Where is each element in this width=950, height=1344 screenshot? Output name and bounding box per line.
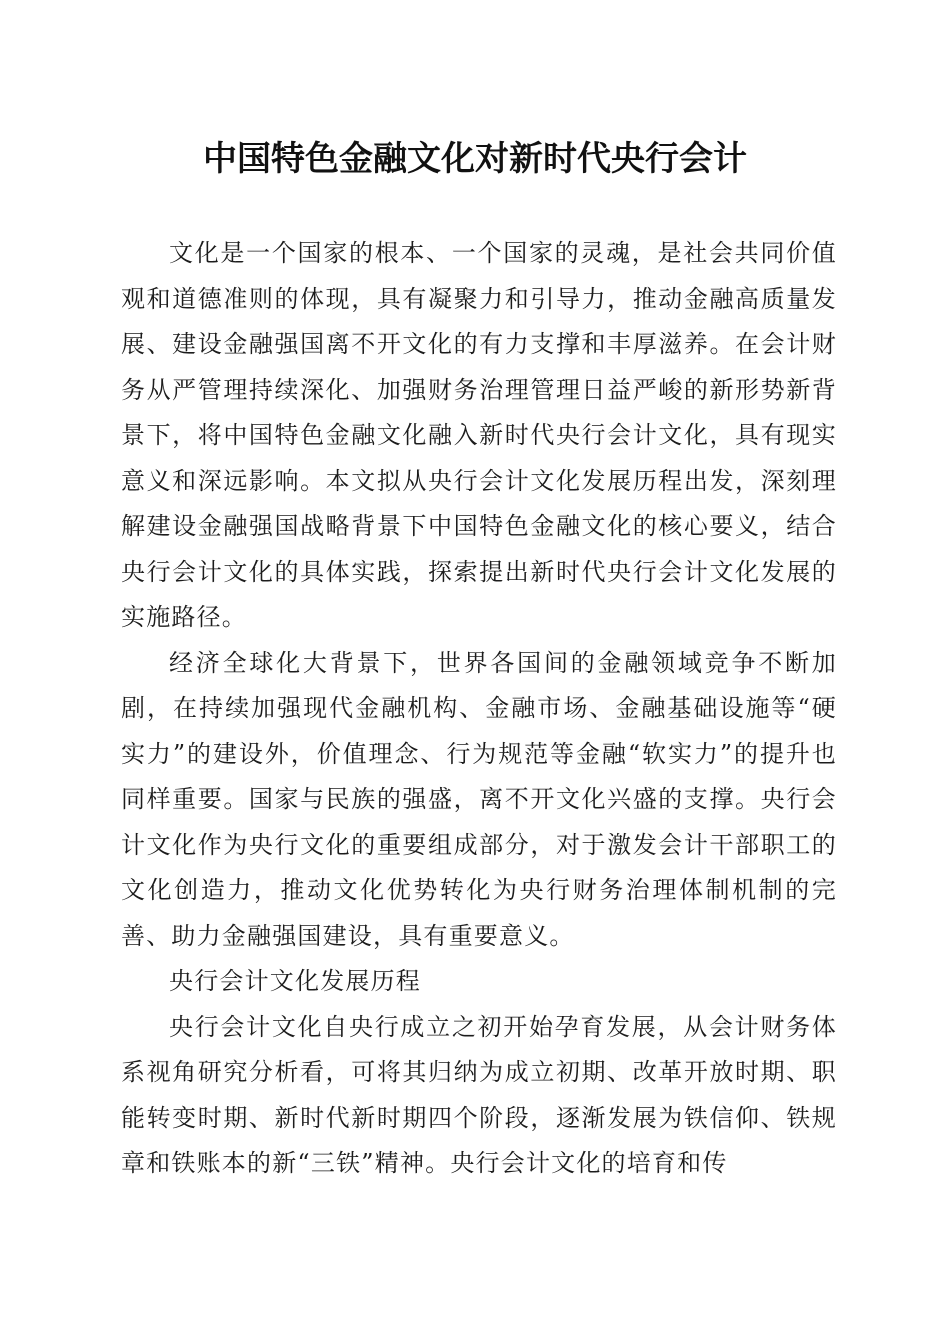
document-body bbox=[121, 231, 837, 1187]
paragraph-history: 央行会计文化自央行成立之初开始孕育发展，从会计财务体系视角研究分析看，可将其归纳为成立初期、改革开放时期、职能转变时期、新时代新时期四个阶段，逐渐发展为铁信仰、铁规章和铁账本的新“三铁”精神。央行会计文化的培育和传 bbox=[121, 1012, 837, 1177]
paragraph-background: 经济全球化大背景下，世界各国间的金融领域竞争不断加剧，在持续加强现代金融机构、金融市场、金融基础设施等“硬实力”的建设外，价值理念、行为规范等金融“软实力”的提升也同样重要。国家与民族的强盛，离不开文化兴盛的支撑。央行会计文化作为央行文化的重要组成部分，对于激发会计干部职工的文化创造力，推动文化优势转化为央行财务治理体制机制的完善、助力金融强国建设，具有重要意义。 bbox=[121, 648, 837, 950]
paragraph-intro: 文化是一个国家的根本、一个国家的灵魂，是社会共同价值观和道德准则的体现，具有凝聚力和引导力，推动金融高质量发展、建设金融强国离不开文化的有力支撑和丰厚滋养。在会计财务从严管理持续深化、加强财务治理管理日益严峻的新形势新背景下，将中国特色金融文化融入新时代央行会计文化，具有现实意义和深远影响。本文拟从央行会计文化发展历程出发，深刻理解建设金融强国战略背景下中国特色金融文化的核心要义，结合央行会计文化的具体实践，探索提出新时代央行会计文化发展的实施路径。 bbox=[121, 239, 837, 631]
section-heading: 央行会计文化发展历程 bbox=[169, 967, 421, 995]
document-title: 中国特色金融文化对新时代央行会计 bbox=[203, 139, 747, 179]
